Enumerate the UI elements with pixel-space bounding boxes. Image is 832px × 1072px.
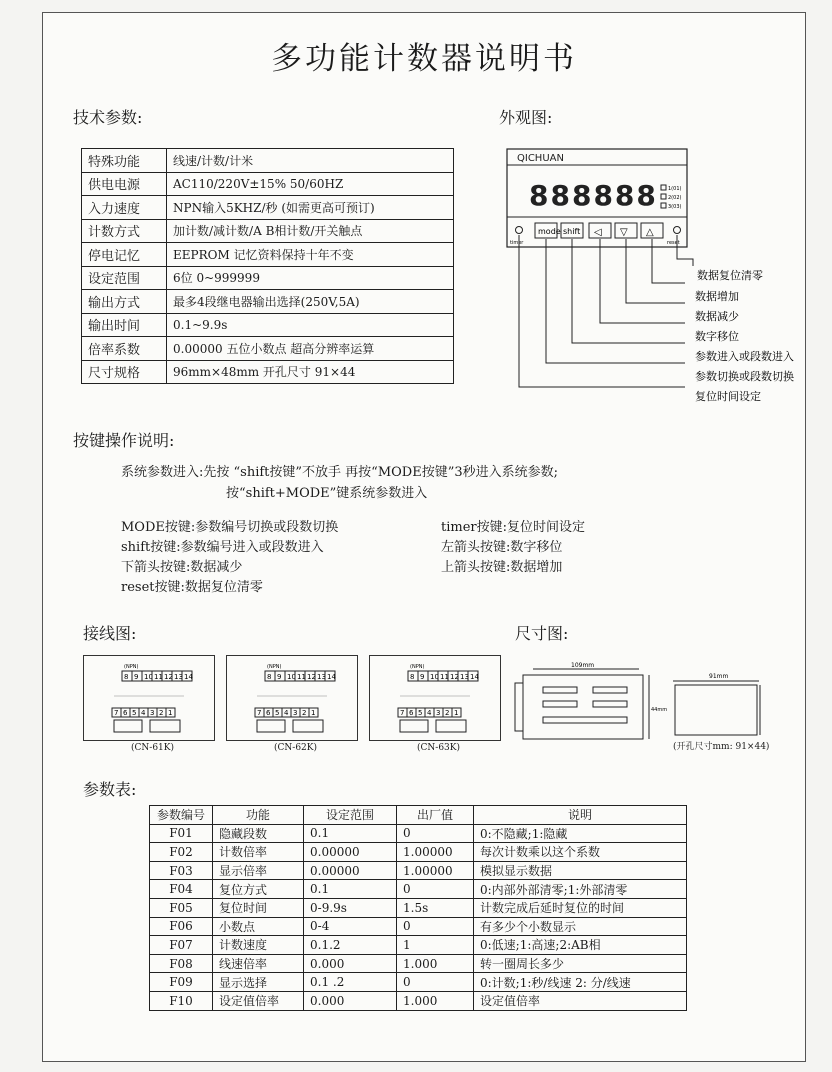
param-cell: 0-9.9s xyxy=(304,898,397,917)
dim-height-label: 44mm xyxy=(651,707,668,713)
param-cell: 设定值倍率 xyxy=(213,991,304,1010)
key-left-desc: 左箭头按键:数字移位 xyxy=(441,540,563,555)
param-row xyxy=(150,824,687,843)
manual-page xyxy=(42,12,806,1062)
param-cell: 0.000 xyxy=(304,991,397,1010)
terminal-top: 8 xyxy=(124,673,129,681)
key-mode-desc: MODE按键:参数编号切换或段数切换 xyxy=(121,520,339,535)
spec-value: 线速/计数/计米 xyxy=(167,149,454,173)
terminal-bottom: 4 xyxy=(427,709,432,717)
param-row xyxy=(150,936,687,955)
left-arrow-icon: ◁ xyxy=(594,227,602,238)
key-timer-desc: timer按键:复位时间设定 xyxy=(441,520,585,535)
callout-timer: 复位时间设定 xyxy=(695,390,761,403)
param-cell: 0 xyxy=(397,824,474,843)
param-header-cell: 功能 xyxy=(213,806,304,825)
keys-line-2: 按“shift+MODE”键系统参数进入 xyxy=(226,486,428,501)
terminal-top: 12 xyxy=(164,673,173,681)
spec-value: 0.1~9.9s xyxy=(167,313,454,337)
param-cell: 1.5s xyxy=(397,898,474,917)
npn-label: (NPN) xyxy=(267,664,282,670)
spec-value: EEPROM 记忆资料保持十年不变 xyxy=(167,243,454,267)
terminal-top: 8 xyxy=(410,673,415,681)
spec-row xyxy=(82,266,454,290)
terminal-bottom: 2 xyxy=(159,709,164,717)
param-cell: 0-4 xyxy=(304,917,397,936)
terminal-top: 13 xyxy=(460,673,469,681)
spec-value: 0.00000 五位小数点 超高分辨率运算 xyxy=(167,337,454,361)
spec-row xyxy=(82,172,454,196)
param-cell: 线速倍率 xyxy=(213,954,304,973)
spec-value: 最多4段继电器输出选择(250V,5A) xyxy=(167,290,454,314)
terminal-top: 11 xyxy=(154,673,163,681)
callout-shift: 参数进入或段数进入 xyxy=(695,350,794,363)
param-cell: F01 xyxy=(150,824,213,843)
terminal-bottom: 3 xyxy=(150,709,155,717)
param-cell: 0.00000 xyxy=(304,861,397,880)
callout-down: 数据减少 xyxy=(695,310,739,323)
spec-row xyxy=(82,290,454,314)
param-cell: 0 xyxy=(397,880,474,899)
wiring-caption: (CN-62K) xyxy=(274,743,318,753)
terminal-bottom: 6 xyxy=(409,709,414,717)
param-cell: 1.00000 xyxy=(397,843,474,862)
terminal-top: 13 xyxy=(317,673,326,681)
terminal-bottom: 3 xyxy=(293,709,298,717)
terminal-top: 12 xyxy=(307,673,316,681)
terminal-bottom: 6 xyxy=(123,709,128,717)
param-cell: 0.1 xyxy=(304,824,397,843)
wiring-panel xyxy=(83,655,215,741)
param-row xyxy=(150,917,687,936)
spec-key: 输出时间 xyxy=(82,313,167,337)
dim-width-label: 109mm xyxy=(571,662,595,669)
terminal-top: 8 xyxy=(267,673,272,681)
spec-key: 特殊功能 xyxy=(82,149,167,173)
section-keys-heading: 按键操作说明: xyxy=(73,431,175,450)
spec-key: 尺寸规格 xyxy=(82,360,167,384)
wiring-schematic xyxy=(84,656,214,740)
param-cell: 每次计数乘以这个系数 xyxy=(474,843,687,862)
spec-row xyxy=(82,149,454,173)
terminal-bottom: 2 xyxy=(445,709,450,717)
param-row xyxy=(150,973,687,992)
terminal-bottom: 2 xyxy=(302,709,307,717)
terminal-bottom: 5 xyxy=(418,709,423,717)
terminal-top: 10 xyxy=(287,673,296,681)
param-cell: 1.000 xyxy=(397,991,474,1010)
terminal-top: 14 xyxy=(327,673,336,681)
terminal-bottom: 4 xyxy=(284,709,289,717)
param-cell: F03 xyxy=(150,861,213,880)
param-cell: 1.000 xyxy=(397,954,474,973)
terminal-bottom: 1 xyxy=(311,709,316,717)
param-cell: F10 xyxy=(150,991,213,1010)
keys-line-1: 系统参数进入:先按 “shift按键”不放手 再按“MODE按键”3秒进入系统参数; xyxy=(121,465,558,480)
wiring-panel xyxy=(226,655,358,741)
key-shift-desc: shift按键:参数编号进入或段数进入 xyxy=(121,540,324,555)
section-appearance-heading: 外观图: xyxy=(499,108,553,127)
param-cell: 有多少个小数显示 xyxy=(474,917,687,936)
terminal-bottom: 7 xyxy=(257,709,262,717)
terminal-top: 11 xyxy=(440,673,449,681)
param-cell: F07 xyxy=(150,936,213,955)
spec-key: 停电记忆 xyxy=(82,243,167,267)
timer-button xyxy=(516,227,523,234)
mode-label: mode xyxy=(538,227,561,236)
param-cell: 复位时间 xyxy=(213,898,304,917)
wiring-schematic xyxy=(227,656,357,740)
indicator-1: 1(01) xyxy=(668,186,682,192)
param-cell: F06 xyxy=(150,917,213,936)
timer-label: timer xyxy=(510,240,524,246)
spec-value: 6位 0~999999 xyxy=(167,266,454,290)
terminal-top: 14 xyxy=(470,673,479,681)
callout-reset: 数据复位清零 xyxy=(697,269,763,282)
document-title: 多功能计数器说明书 xyxy=(271,41,577,77)
param-cell: 模拟显示数据 xyxy=(474,861,687,880)
spec-key: 倍率系数 xyxy=(82,337,167,361)
section-wiring-heading: 接线图: xyxy=(83,624,137,643)
param-cell: F02 xyxy=(150,843,213,862)
npn-label: (NPN) xyxy=(410,664,425,670)
down-arrow-icon: ▽ xyxy=(620,227,628,238)
param-cell: 0.00000 xyxy=(304,843,397,862)
callout-lines xyxy=(519,235,693,387)
param-cell: F09 xyxy=(150,973,213,992)
terminal-top: 9 xyxy=(277,673,282,681)
param-cell: 计数倍率 xyxy=(213,843,304,862)
param-cell: F05 xyxy=(150,898,213,917)
callout-left: 数字移位 xyxy=(695,330,739,343)
shift-label: shift xyxy=(563,227,581,236)
param-cell: 0:内部外部清零;1:外部清零 xyxy=(474,880,687,899)
param-cell: 0.000 xyxy=(304,954,397,973)
spec-row xyxy=(82,243,454,267)
param-cell: 显示选择 xyxy=(213,973,304,992)
spec-row xyxy=(82,313,454,337)
terminal-bottom: 1 xyxy=(168,709,173,717)
param-cell: 0:低速;1:高速;2:AB相 xyxy=(474,936,687,955)
device-diagram xyxy=(503,147,794,403)
spec-value: AC110/220V±15% 50/60HZ xyxy=(167,172,454,196)
terminal-top: 13 xyxy=(174,673,183,681)
spec-value: 96mm×48mm 开孔尺寸 91×44 xyxy=(167,360,454,384)
wiring-caption: (CN-61K) xyxy=(131,743,175,753)
terminal-top: 10 xyxy=(430,673,439,681)
param-row xyxy=(150,991,687,1010)
device-indicators xyxy=(661,185,681,210)
param-table xyxy=(149,805,687,1011)
up-arrow-icon: △ xyxy=(646,227,654,238)
indicator-3: 3(03) xyxy=(668,204,682,210)
param-cell: 计数速度 xyxy=(213,936,304,955)
param-row xyxy=(150,861,687,880)
param-cell: 0.1.2 xyxy=(304,936,397,955)
param-row xyxy=(150,880,687,899)
device-brand: QICHUAN xyxy=(517,153,564,164)
callout-mode: 参数切换或段数切换 xyxy=(695,370,794,383)
dim-cutout-caption: (开孔尺寸mm: 91×44) xyxy=(673,742,770,752)
spec-value: NPN输入5KHZ/秒 (如需更高可预订) xyxy=(167,196,454,220)
terminal-bottom: 1 xyxy=(454,709,459,717)
npn-label: (NPN) xyxy=(124,664,139,670)
param-row xyxy=(150,843,687,862)
param-row xyxy=(150,898,687,917)
param-cell: 转一圈周长多少 xyxy=(474,954,687,973)
param-header-cell: 设定范围 xyxy=(304,806,397,825)
spec-row xyxy=(82,360,454,384)
terminal-top: 12 xyxy=(450,673,459,681)
spec-row xyxy=(82,196,454,220)
param-cell: 0.1 .2 xyxy=(304,973,397,992)
terminal-top: 9 xyxy=(134,673,139,681)
param-cell: 复位方式 xyxy=(213,880,304,899)
param-row xyxy=(150,954,687,973)
terminal-bottom: 4 xyxy=(141,709,146,717)
spec-key: 入力速度 xyxy=(82,196,167,220)
param-cell: 0 xyxy=(397,973,474,992)
terminal-top: 14 xyxy=(184,673,193,681)
terminal-bottom: 5 xyxy=(275,709,280,717)
terminal-bottom: 7 xyxy=(400,709,405,717)
spec-table xyxy=(81,148,454,384)
spec-row xyxy=(82,337,454,361)
terminal-top: 11 xyxy=(297,673,306,681)
spec-row xyxy=(82,219,454,243)
dim-front-body xyxy=(675,685,757,735)
spec-key: 供电电源 xyxy=(82,172,167,196)
terminal-bottom: 7 xyxy=(114,709,119,717)
param-cell: 1.00000 xyxy=(397,861,474,880)
param-cell: 0.1 xyxy=(304,880,397,899)
terminal-bottom: 3 xyxy=(436,709,441,717)
param-cell: 1 xyxy=(397,936,474,955)
param-header-cell: 说明 xyxy=(474,806,687,825)
key-down-desc: 下箭头按键:数据减少 xyxy=(121,560,243,575)
device-seven-seg-display: 888888 xyxy=(529,179,658,212)
param-cell: 隐藏段数 xyxy=(213,824,304,843)
spec-key: 输出方式 xyxy=(82,290,167,314)
param-cell: 计数完成后延时复位的时间 xyxy=(474,898,687,917)
param-cell: F04 xyxy=(150,880,213,899)
callout-up: 数据增加 xyxy=(695,290,739,303)
section-dimension-heading: 尺寸图: xyxy=(515,624,569,643)
spec-key: 计数方式 xyxy=(82,219,167,243)
param-header-cell: 出厂值 xyxy=(397,806,474,825)
param-cell: 小数点 xyxy=(213,917,304,936)
reset-button xyxy=(674,227,681,234)
param-header-row xyxy=(150,806,687,825)
terminal-top: 9 xyxy=(420,673,425,681)
wiring-panel xyxy=(369,655,501,741)
param-cell: 显示倍率 xyxy=(213,861,304,880)
param-cell: F08 xyxy=(150,954,213,973)
param-cell: 0 xyxy=(397,917,474,936)
key-up-desc: 上箭头按键:数据增加 xyxy=(441,560,563,575)
param-cell: 0:不隐藏;1:隐藏 xyxy=(474,824,687,843)
terminal-top: 10 xyxy=(144,673,153,681)
reset-label: reset xyxy=(667,240,680,246)
param-cell: 0:计数;1:秒/线速 2: 分/线速 xyxy=(474,973,687,992)
spec-key: 设定范围 xyxy=(82,266,167,290)
section-tech-heading: 技术参数: xyxy=(73,108,143,127)
dim-depth-label: 91mm xyxy=(709,673,729,680)
terminal-bottom: 5 xyxy=(132,709,137,717)
spec-value: 加计数/减计数/A B相计数/开关触点 xyxy=(167,219,454,243)
wiring-caption: (CN-63K) xyxy=(417,743,461,753)
terminal-bottom: 6 xyxy=(266,709,271,717)
param-cell: 设定值倍率 xyxy=(474,991,687,1010)
indicator-2: 2(02) xyxy=(668,195,682,201)
key-reset-desc: reset按键:数据复位清零 xyxy=(121,580,263,595)
wiring-schematic xyxy=(370,656,500,740)
section-params-heading: 参数表: xyxy=(83,780,137,799)
param-header-cell: 参数编号 xyxy=(150,806,213,825)
